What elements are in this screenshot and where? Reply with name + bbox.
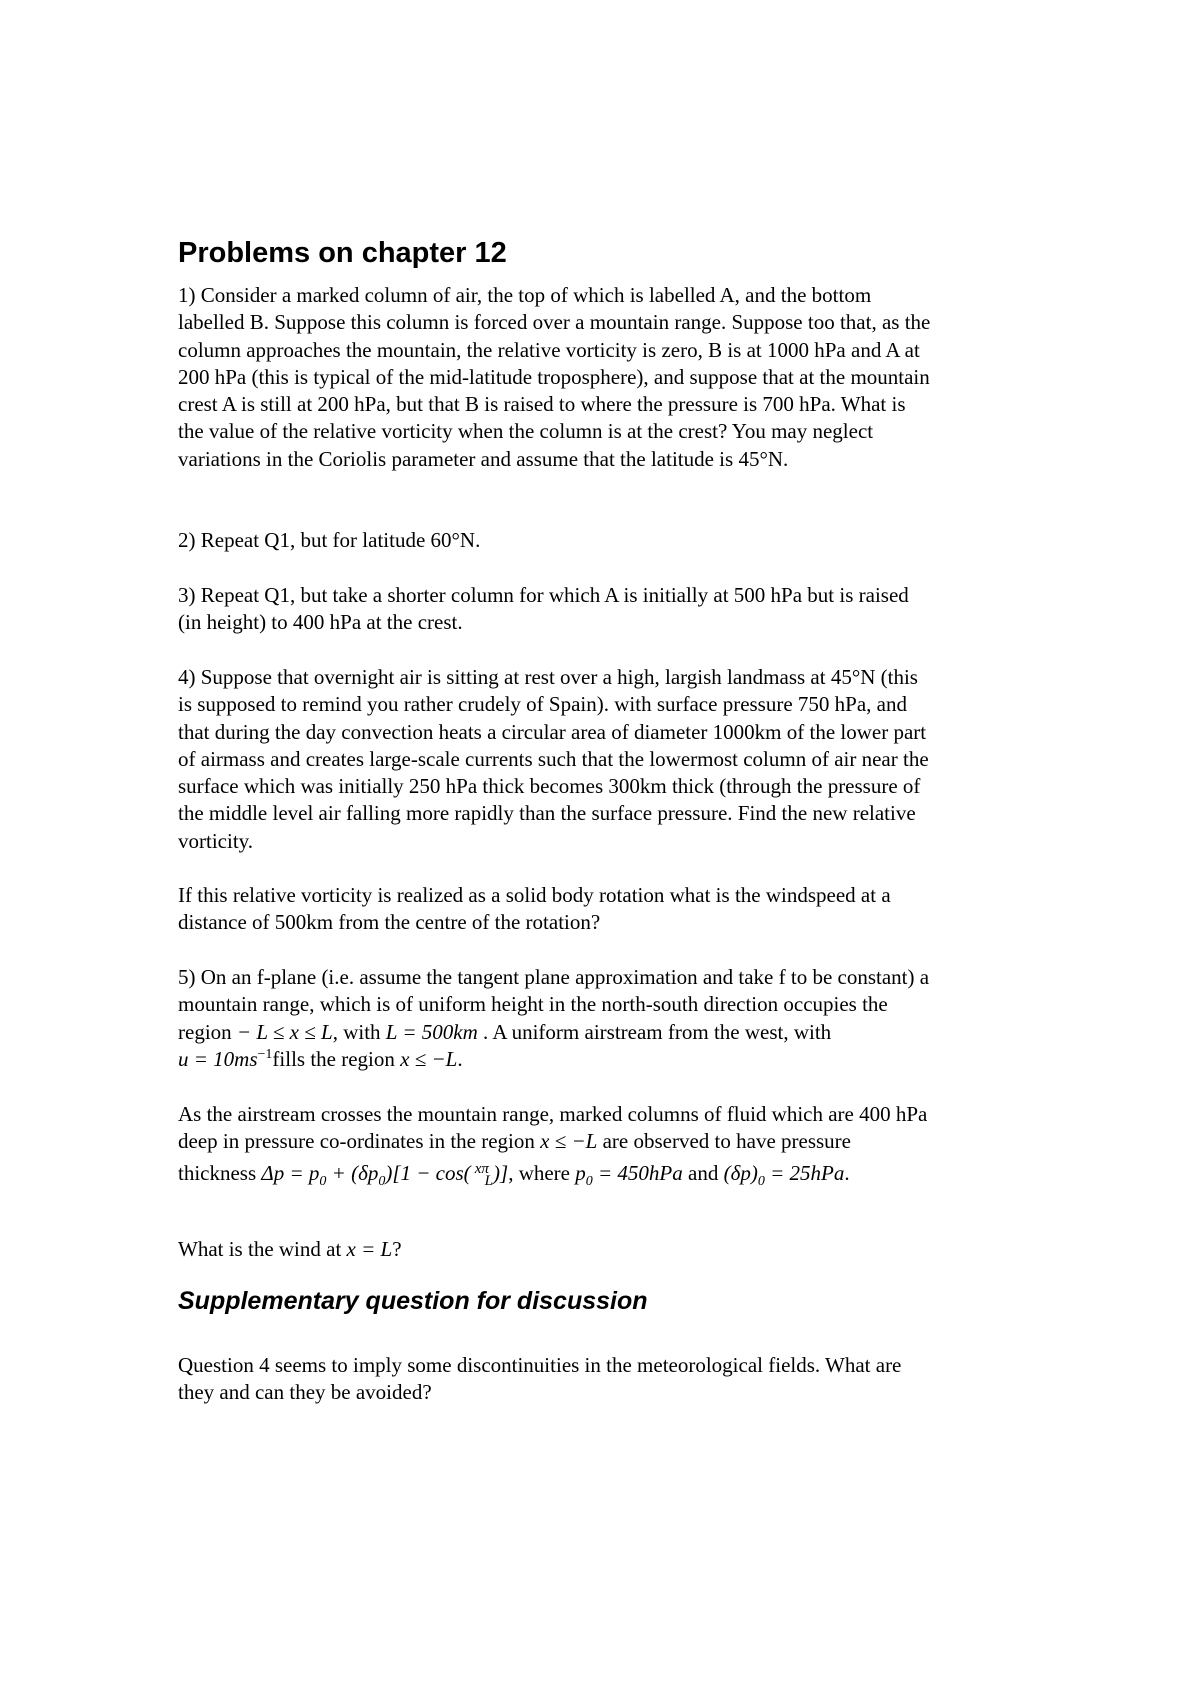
text-line: 5) On an f-plane (i.e. assume the tangent plane approximation and take f to be constant) a bbox=[178, 965, 930, 989]
math-equation bbox=[575, 1160, 683, 1189]
math-subscript: 0 bbox=[319, 1173, 327, 1189]
math-fragment: )] bbox=[493, 1160, 509, 1185]
math-fragment: (δp) bbox=[723, 1160, 758, 1185]
text-fragment: deep in pressure co-ordinates in the region bbox=[178, 1129, 535, 1154]
text-line: of airmass and creates large-scale currents such that the lowermost column of air near the bbox=[178, 746, 929, 771]
question-5 bbox=[178, 964, 1038, 1073]
text-line: that during the day convection heats a circular area of diameter 1000km of the lower part bbox=[178, 719, 927, 744]
text-line: 3) Repeat Q1, but take a shorter column for which A is initially at 500 hPa but is raised bbox=[178, 583, 909, 607]
math-inequality: x ≤ −L bbox=[400, 1046, 458, 1071]
math-superscript: −1 bbox=[257, 1046, 273, 1062]
math-equation bbox=[723, 1160, 845, 1189]
supplementary-heading: Supplementary question for discussion bbox=[178, 1287, 648, 1315]
question-3 bbox=[178, 582, 1038, 637]
text-fragment: . bbox=[844, 1160, 850, 1185]
question-5-final bbox=[178, 1236, 1038, 1263]
math-fraction bbox=[471, 1160, 494, 1189]
question-4 bbox=[178, 664, 1038, 855]
text-line bbox=[178, 1236, 1038, 1263]
text-line: the value of the relative vorticity when the column is at the crest? You may neglect bbox=[178, 419, 874, 444]
math-fragment: p bbox=[575, 1160, 586, 1185]
text-line: column approaches the mountain, the relative vorticity is zero, B is at 1000 hPa and A at bbox=[178, 337, 920, 362]
fraction-numerator: xπ bbox=[474, 1160, 489, 1177]
math-inequality: − L ≤ x ≤ L bbox=[236, 1019, 333, 1044]
question-5-continued bbox=[178, 1101, 1038, 1187]
text-line: crest A is still at 200 hPa, but that B is raised to where the pressure is 700 hPa. What is bbox=[178, 392, 906, 417]
text-fragment: . A uniform airstream from the west, with bbox=[483, 1019, 832, 1044]
math-fragment: Δp = p bbox=[261, 1160, 320, 1185]
supplementary-question bbox=[178, 1352, 1038, 1407]
math-subscript: 0 bbox=[585, 1173, 593, 1189]
text-line: As the airstream crosses the mountain range, marked columns of fluid which are 400 hPa bbox=[178, 1102, 928, 1126]
text-line: is supposed to remind you rather crudely of Spain). with surface pressure 750 hPa, and bbox=[178, 692, 907, 717]
text-line: 1) Consider a marked column of air, the top of which is labelled A, and the bottom bbox=[178, 283, 872, 307]
text-line bbox=[178, 1019, 1038, 1046]
math-equation: x = L bbox=[346, 1237, 393, 1261]
text-line: Question 4 seems to imply some discontinuities in the meteorological fields. What are bbox=[178, 1353, 902, 1377]
text-fragment: , with bbox=[332, 1019, 381, 1044]
text-line: the middle level air falling more rapidly than the surface pressure. Find the new relative bbox=[178, 801, 916, 826]
question-4-followup bbox=[178, 882, 1038, 937]
text-fragment: ? bbox=[392, 1237, 402, 1261]
thickness-equation bbox=[261, 1160, 509, 1189]
math-fragment: + (δp bbox=[326, 1160, 379, 1185]
text-line: distance of 500km from the centre of the rotation? bbox=[178, 910, 601, 935]
math-equation: L = 500km bbox=[385, 1019, 478, 1044]
text-line bbox=[178, 1160, 1038, 1187]
text-line: (in height) to 400 hPa at the crest. bbox=[178, 610, 463, 635]
text-line: mountain range, which is of uniform height in the north-south direction occupies the bbox=[178, 992, 888, 1017]
text-fragment: fills the region bbox=[272, 1046, 395, 1071]
text-line bbox=[178, 1128, 1038, 1155]
question-2 bbox=[178, 527, 1038, 554]
text-line bbox=[178, 1046, 1038, 1073]
text-line: 4) Suppose that overnight air is sitting at rest over a high, largish landmass at 45°N (this bbox=[178, 665, 918, 689]
text-fragment: . bbox=[457, 1046, 463, 1071]
math-inequality: x ≤ −L bbox=[540, 1129, 598, 1154]
math-fragment: = 450hPa bbox=[592, 1160, 683, 1185]
question-1 bbox=[178, 282, 1038, 473]
page-title: Problems on chapter 12 bbox=[178, 237, 507, 269]
fraction-denominator: L bbox=[484, 1172, 494, 1189]
text-line: surface which was initially 250 hPa thick becomes 300km thick (through the pressure of bbox=[178, 774, 921, 799]
text-fragment: thickness bbox=[178, 1160, 257, 1185]
text-fragment: , where bbox=[508, 1160, 570, 1185]
text-line: 2) Repeat Q1, but for latitude 60°N. bbox=[178, 528, 481, 552]
text-fragment: What is the wind at bbox=[178, 1237, 342, 1261]
text-line: 200 hPa (this is typical of the mid-latitude troposphere), and suppose that at the mountain bbox=[178, 364, 930, 389]
text-line: labelled B. Suppose this column is forced over a mountain range. Suppose too that, as the bbox=[178, 310, 931, 335]
math-fragment: )[1 − cos( bbox=[385, 1160, 471, 1185]
text-line: vorticity. bbox=[178, 828, 254, 853]
math-fragment: = 25hPa bbox=[764, 1160, 845, 1185]
math-equation: u = 10ms bbox=[178, 1046, 258, 1071]
math-subscript: 0 bbox=[757, 1173, 765, 1189]
text-fragment: region bbox=[178, 1019, 232, 1044]
text-fragment: and bbox=[688, 1160, 719, 1185]
text-line: variations in the Coriolis parameter and assume that the latitude is 45°N. bbox=[178, 446, 789, 471]
text-line: they and can they be avoided? bbox=[178, 1380, 432, 1405]
text-line: If this relative vorticity is realized as a solid body rotation what is the windspeed at a bbox=[178, 883, 891, 907]
text-fragment: are observed to have pressure bbox=[602, 1129, 851, 1154]
math-subscript: 0 bbox=[378, 1173, 386, 1189]
